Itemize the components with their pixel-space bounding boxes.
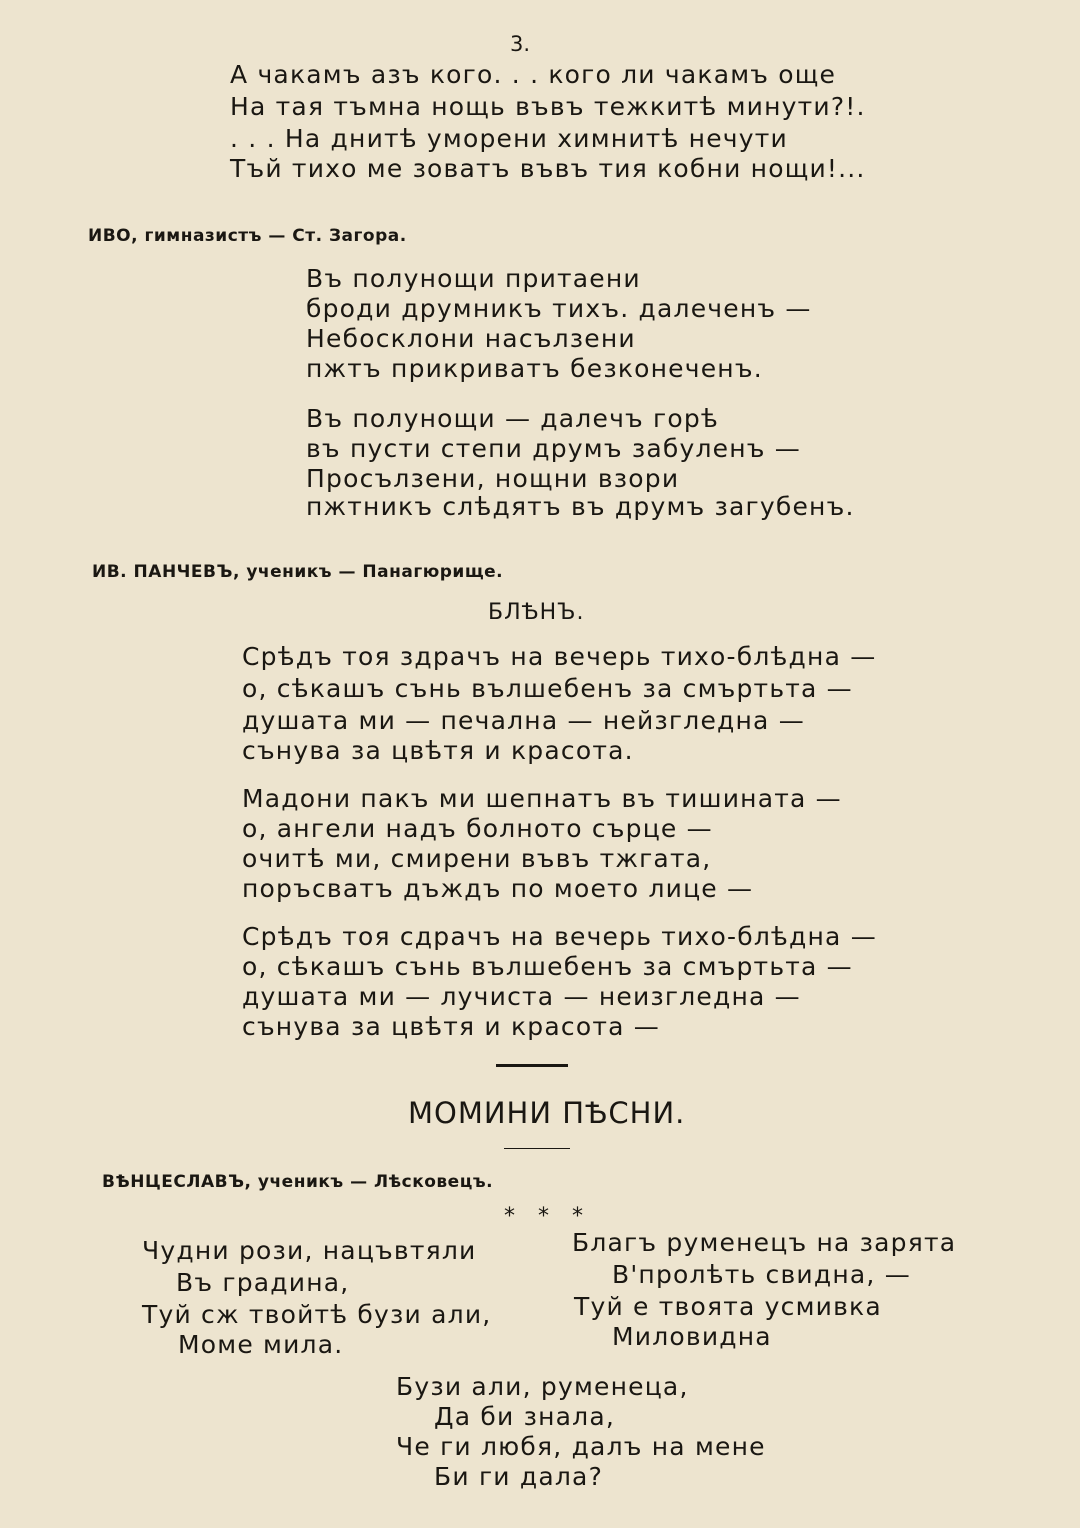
poem3-author: ИВ. ПАНЧЕВЪ, ученикъ — Панагюрище. bbox=[92, 562, 504, 582]
section-author: ВѢНЦЕСЛАВЪ, ученикъ — Лѣсковецъ. bbox=[102, 1172, 494, 1192]
poem3-line-7: очитѣ ми, смирени въвъ тжгата, bbox=[242, 844, 712, 873]
center-line-1: Бузи али, руменеца, bbox=[396, 1372, 689, 1401]
poem3-line-2: о, сѣкашъ сънь вълшебенъ за смъртьта — bbox=[242, 674, 853, 703]
section-title-underline bbox=[504, 1148, 570, 1149]
left-line-3: Туй сж твойтѣ бузи али, bbox=[142, 1300, 492, 1329]
section-title: МОМИНИ ПѢСНИ. bbox=[408, 1096, 686, 1130]
page-number: 3. bbox=[510, 32, 531, 56]
left-line-1: Чудни рози, нацъвтяли bbox=[142, 1236, 477, 1265]
poem2-line-4: пжтъ прикриватъ безконеченъ. bbox=[306, 354, 763, 383]
poem2-line-1: Въ полунощи притаени bbox=[306, 264, 641, 293]
right-line-2: В'пролѣть свидна, — bbox=[612, 1260, 911, 1289]
poem1-line-3: . . . На днитѣ уморени химнитѣ нечути bbox=[230, 124, 788, 153]
left-line-2: Въ градина, bbox=[176, 1268, 350, 1297]
poem3-line-1: Срѣдъ тоя здрачъ на вечерь тихо-блѣдна — bbox=[242, 642, 877, 671]
poem2-line-8: пжтникъ слѣдятъ въ друмъ загубенъ. bbox=[306, 492, 855, 521]
poem3-line-6: о, ангели надъ болното сърце — bbox=[242, 814, 713, 843]
poem3-line-3: душата ми — печална — нейзгледна — bbox=[242, 706, 805, 735]
section-divider bbox=[496, 1064, 568, 1067]
poem3-line-5: Мадони пакъ ми шепнатъ въ тишината — bbox=[242, 784, 842, 813]
right-line-4: Миловидна bbox=[612, 1322, 772, 1351]
poem3-line-11: душата ми — лучиста — неизгледна — bbox=[242, 982, 801, 1011]
poem2-line-7: Просълзени, нощни взори bbox=[306, 464, 680, 493]
poem2-author: ИВО, гимназистъ — Ст. Загора. bbox=[88, 226, 407, 246]
poem1-line-2: На тая тъмна нощь въвъ тежкитѣ минути?!. bbox=[230, 92, 866, 121]
poem1-line-1: А чакамъ азъ кого. . . кого ли чакамъ още bbox=[230, 60, 837, 89]
left-line-4: Моме мила. bbox=[178, 1330, 344, 1359]
poem1-line-4: Тъй тихо ме зоватъ въвъ тия кобни нощи!... bbox=[230, 154, 866, 183]
right-line-1: Благъ руменецъ на зарята bbox=[572, 1228, 957, 1257]
poem3-line-10: о, сѣкашъ сънь вълшебенъ за смъртьта — bbox=[242, 952, 853, 981]
poem2-line-5: Въ полунощи — далечъ горѣ bbox=[306, 404, 719, 433]
section-stars: * * * bbox=[504, 1204, 591, 1229]
poem2-line-3: Небосклони насълзени bbox=[306, 324, 636, 353]
center-line-4: Би ги дала? bbox=[434, 1462, 604, 1491]
poem2-line-2: броди друмникъ тихъ. далеченъ — bbox=[306, 294, 812, 323]
poem3-line-8: поръсватъ дъждъ по моето лице — bbox=[242, 874, 754, 903]
poem3-line-9: Срѣдъ тоя сдрачъ на вечерь тихо-блѣдна — bbox=[242, 922, 877, 951]
poem2-line-6: въ пусти степи друмъ забуленъ — bbox=[306, 434, 801, 463]
poem3-line-12: сънува за цвѣтя и красота — bbox=[242, 1012, 660, 1041]
poem3-title: БЛѢНЪ. bbox=[488, 600, 585, 625]
right-line-3: Туй е твоята усмивка bbox=[574, 1292, 882, 1321]
center-line-3: Че ги любя, далъ на мене bbox=[396, 1432, 766, 1461]
center-line-2: Да би знала, bbox=[434, 1402, 616, 1431]
poem3-line-4: сънува за цвѣтя и красота. bbox=[242, 736, 634, 765]
